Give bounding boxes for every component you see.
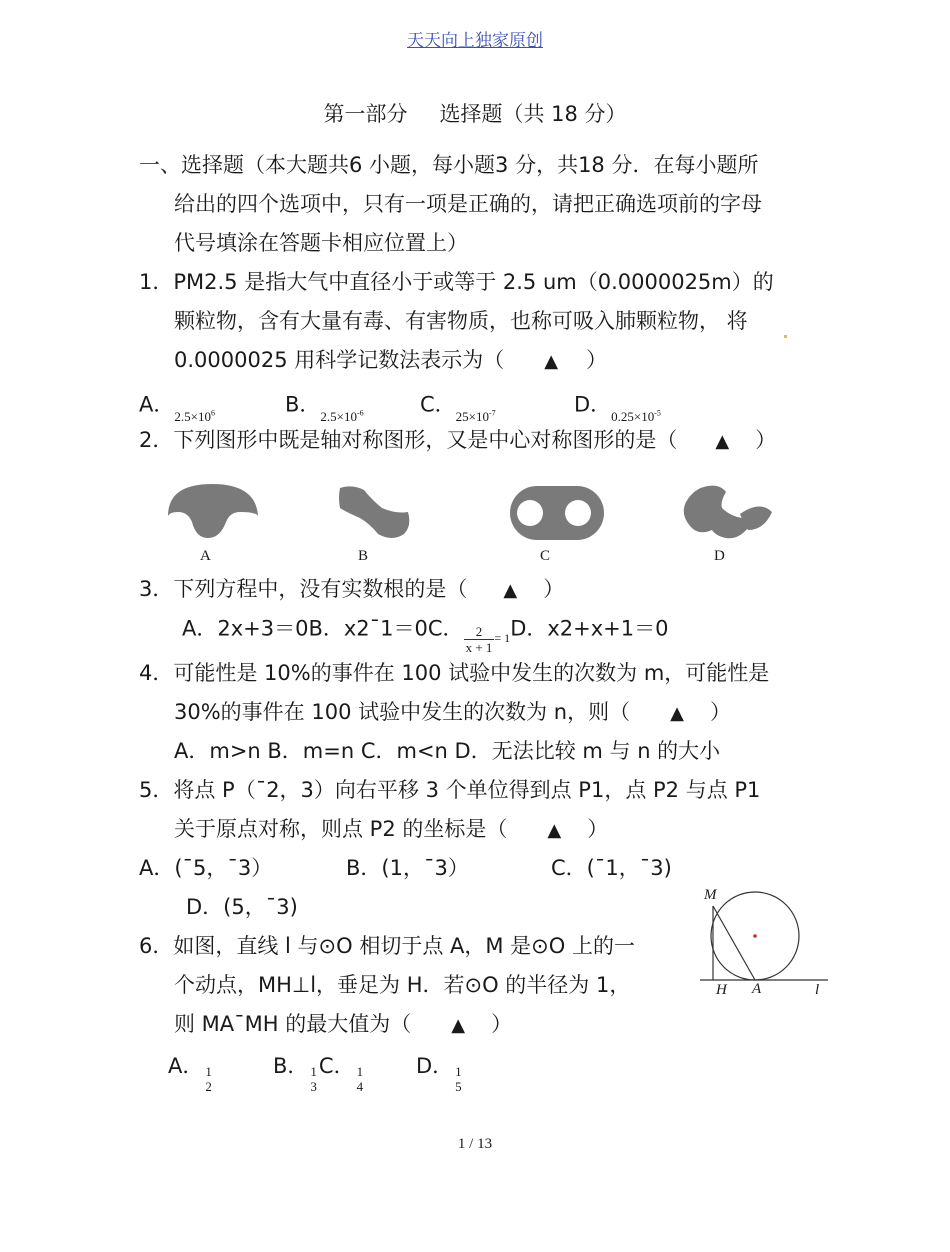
q1-option-b-value: 2.5×10-6 bbox=[320, 409, 364, 425]
q1-option-a-label: A． bbox=[139, 392, 175, 417]
stray-dot bbox=[784, 335, 787, 338]
q2-stem: 2．下列图形中既是轴对称图形，又是中心对称图形的是（ bbox=[139, 428, 678, 452]
figure-b-label: B bbox=[358, 548, 369, 564]
q6-option-a-fraction: 1 2 bbox=[205, 1064, 212, 1094]
figure-c-shape bbox=[510, 486, 604, 540]
q1-option-d bbox=[574, 390, 661, 425]
q5-line-1: 5．将点 P（¯2，3）向右平移 3 个单位得到点 P1，点 P2 与点 P1 bbox=[139, 778, 761, 802]
q2-line bbox=[139, 426, 776, 456]
figure-b-shape bbox=[339, 486, 409, 538]
q6-option-b-fraction: 1 3 bbox=[310, 1064, 317, 1094]
page-number: 1 / 13 bbox=[457, 1136, 493, 1152]
center-o-dot bbox=[753, 934, 757, 938]
q1-option-d-value: 0.25×10-5 bbox=[611, 409, 661, 425]
q1-options bbox=[139, 390, 215, 425]
section-name: 选择题（共 18 分） bbox=[439, 102, 627, 126]
label-m: M bbox=[704, 887, 717, 903]
label-l: l bbox=[815, 982, 820, 998]
instructions-line-1: 一、选择题（本大题共6 小题，每小题3 分，共18 分．在每小题所 bbox=[139, 153, 759, 177]
q4-options: A．m>n B．m=n C．m<n D．无法比较 m 与 n 的大小 bbox=[174, 739, 721, 763]
q5-line-2 bbox=[174, 815, 608, 845]
answer-marker: ▲ bbox=[547, 820, 562, 841]
q6-option-c-label: C． bbox=[318, 1054, 355, 1078]
q3-fraction-eq: = 1 bbox=[494, 630, 511, 645]
q1-close: ） bbox=[586, 348, 608, 372]
q1-stem: 0.0000025 用科学记数法表示为（ bbox=[174, 348, 505, 372]
q5-stem: 关于原点对称，则点 P2 的坐标是（ bbox=[174, 817, 508, 841]
section-part: 第一部分 bbox=[323, 102, 408, 126]
q3-options bbox=[182, 614, 669, 655]
q1-line-2: 颗粒物，含有大量有毒、有害物质，也称可吸入肺颗粒物， 将 bbox=[174, 309, 748, 333]
q4-line-1: 4．可能性是 10%的事件在 100 试验中发生的次数为 m，可能性是 bbox=[139, 661, 770, 685]
q6-option-a-label: A． bbox=[168, 1054, 204, 1078]
q1-line-3 bbox=[174, 346, 607, 376]
q6-option-b bbox=[273, 1052, 365, 1094]
q1-option-c-value: 25×10-7 bbox=[455, 409, 496, 425]
figure-c-label: C bbox=[540, 548, 551, 564]
q6-option-d bbox=[416, 1052, 464, 1094]
figure-a-shape bbox=[168, 484, 258, 538]
q6-option-b-label: B． bbox=[273, 1054, 309, 1078]
q4-close: ） bbox=[709, 700, 731, 724]
instructions-line-3: 代号填涂在答题卡相应位置上） bbox=[174, 231, 468, 255]
q5-option-c: C．(¯1，¯3) bbox=[551, 856, 672, 880]
q2-close: ） bbox=[755, 428, 777, 452]
label-a: A bbox=[752, 981, 762, 997]
q5-option-d: D．(5，¯3) bbox=[186, 895, 298, 919]
q1-option-d-label: D． bbox=[574, 392, 612, 417]
q1-option-c-label: C． bbox=[420, 392, 456, 417]
q6-line-1: 6．如图，直线 l 与⊙O 相切于点 A，M 是⊙O 上的一 bbox=[139, 934, 635, 958]
q3-close: ） bbox=[543, 577, 565, 601]
answer-marker: ▲ bbox=[503, 580, 518, 601]
q3-option-d: D．x2+x+1＝0 bbox=[510, 616, 669, 641]
q6-line-2: 个动点，MH⊥l，垂足为 H．若⊙O 的半径为 1， bbox=[174, 973, 631, 997]
section-title bbox=[0, 98, 950, 128]
q6-option-c-fraction: 1 4 bbox=[356, 1064, 364, 1094]
q5-option-b: B．(1，¯3） bbox=[346, 856, 469, 880]
q6-option-a bbox=[168, 1052, 214, 1094]
label-h: H bbox=[716, 982, 727, 998]
answer-marker: ▲ bbox=[715, 431, 730, 452]
q4-stem: 30%的事件在 100 试验中发生的次数为 n，则（ bbox=[174, 700, 631, 724]
answer-marker: ▲ bbox=[544, 351, 559, 372]
q6-stem: 则 MA¯MH 的最大值为（ bbox=[174, 1012, 412, 1036]
q6-line-3 bbox=[174, 1010, 512, 1040]
q3-options-ab: A．2x+3＝0B．x2¯1＝0C． bbox=[182, 616, 464, 641]
figure-a-label: A bbox=[200, 548, 211, 564]
segment-ma bbox=[713, 906, 755, 980]
q5-option-a: A．(¯5，¯3） bbox=[139, 856, 273, 880]
q5-close: ） bbox=[587, 817, 609, 841]
q3-fraction: $\frac{2}{x + 1}$ bbox=[465, 624, 493, 655]
figure-d-shape bbox=[684, 486, 772, 539]
q1-option-b bbox=[285, 390, 364, 425]
q4-line-2 bbox=[174, 698, 731, 728]
q6-option-d-label: D． bbox=[416, 1054, 454, 1078]
q1-line-1: 1．PM2.5 是指大气中直径小于或等于 2.5 um（0.0000025m）的 bbox=[139, 270, 774, 294]
answer-marker: ▲ bbox=[670, 703, 684, 724]
q3-line bbox=[139, 575, 564, 605]
q6-option-d-fraction: 1 5 bbox=[455, 1064, 462, 1094]
figure-d-label: D bbox=[714, 548, 725, 564]
q6-close: ） bbox=[491, 1012, 513, 1036]
q3-stem: 3．下列方程中，没有实数根的是（ bbox=[139, 577, 468, 601]
answer-marker: ▲ bbox=[451, 1015, 466, 1036]
q1-option-c bbox=[420, 390, 496, 425]
q2-figures bbox=[160, 478, 840, 570]
instructions-line-2: 给出的四个选项中，只有一项是正确的，请把正确选项前的字母 bbox=[174, 192, 762, 216]
page-header: 天天向上独家原创 bbox=[407, 31, 543, 51]
q1-option-a-value: 2.5×106 bbox=[174, 409, 215, 425]
q1-option-b-label: B． bbox=[285, 392, 321, 417]
